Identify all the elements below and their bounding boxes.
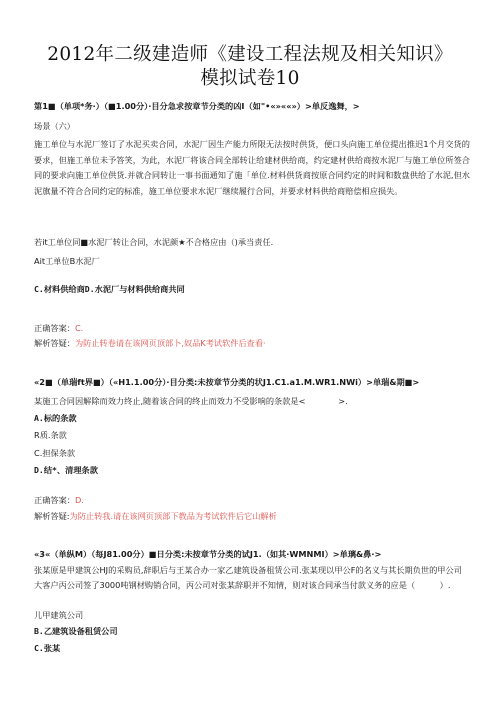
question1-scene-label: 场景（六） [34, 121, 75, 131]
explanation-label: 解析答疑: [34, 511, 70, 521]
question2-option-a: A.标的条款 [34, 413, 77, 423]
question2-option-b: R质.条款 [34, 430, 67, 440]
explanation-value: 为防止转我.请在该网页顶部下教品为考试软件后它山解析 [69, 511, 277, 521]
document-title-line2: 模拟试卷10 [200, 68, 300, 89]
question1-stem: 若it工单位同■水泥厂转让合同，水泥颜★不合格应由（)承当责任. [34, 237, 274, 247]
question1-header: 第1■（单项*务·）（■1.00分）·目分急求按章节分类的凶I（如"•«»««»）>单反逸舞，> [34, 101, 360, 111]
question2-answer [34, 495, 470, 506]
question3-header: «3«（单纵M）（每J81.00分）■日分类:未按章节分类的试J1.（如其·WMNMI）>单璃&鼻·> [34, 549, 382, 559]
answer-value: C． [74, 323, 89, 333]
question2-explanation [34, 511, 470, 522]
question1-answer [34, 323, 470, 334]
answer-label: 正确答案： [34, 323, 75, 333]
question1-options-cd: C.材料供给商D.水泥厂与材料供给商共同 [34, 284, 185, 294]
question3-option-b: B.乙建筑设备租赁公司 [34, 626, 118, 636]
explanation-value: 为防止转卷请在该网页顶部卜,奴品K考试软件后查看· [74, 338, 266, 348]
answer-label: 正确答案： [34, 495, 75, 505]
question3-option-a: 儿甲建筑公司 [34, 610, 84, 620]
question2-stem: 某施工合同因解除而效力终止,随着该合同的终止而效力不受影响的条款是< >. [34, 396, 348, 406]
document-title-line1: 2012年二级建造师《建设工程法规及相关知识》 [47, 44, 453, 65]
question2-option-c: C.担保条款 [34, 448, 76, 458]
question1-scenario-paragraph: 施工单位与水泥厂签订了水泥买卖合同，水泥厂因生产能力所限无法按时供货，便口头向施工单位提出推迟1个月交货的要求，但施工单位未予答笑，为此，水泥厂将该合同全部转让给建材供给商，约定建材供给商按水泥厂与施工单位所签合同的要求向施工单位供货.并就合同转让一事书面通知了施「单位.材料供货商按原合同约定的时间和数盘供给了水泥,但水泥旗量不符合合同约定的标准，施工单位要求水泥厂继续履行合同，并要求材料供给商赔偿相应损失。 [34, 139, 470, 196]
question2-option-d: D.结*、清理条款 [34, 465, 98, 475]
answer-value: D. [74, 495, 84, 505]
question3-stem: 张某原是甲建筑公HJ的采购员,辞职后与王某合办一家乙建筑设备租赁公司.张某现以甲公F的名义与其长期负世的甲公司大客户丙公司签了3000吨钢材购销合同，丙公司对张某辞职并不知情，则对该合同承当付款义务的应是（ ）. [34, 565, 462, 591]
question3-option-c: C.张某 [34, 643, 61, 653]
question2-header: «2■（单瑞ft界■）（«H1.1.00分）·目分类:未按章节分类的状J1.C1.a1.M.WR1.NWi）>单瑞&期■> [34, 377, 420, 387]
explanation-label: 解析答疑： [34, 338, 75, 348]
question1-options-ab: Ait工单位B水泥厂 [34, 256, 100, 266]
question1-explanation [34, 338, 470, 349]
